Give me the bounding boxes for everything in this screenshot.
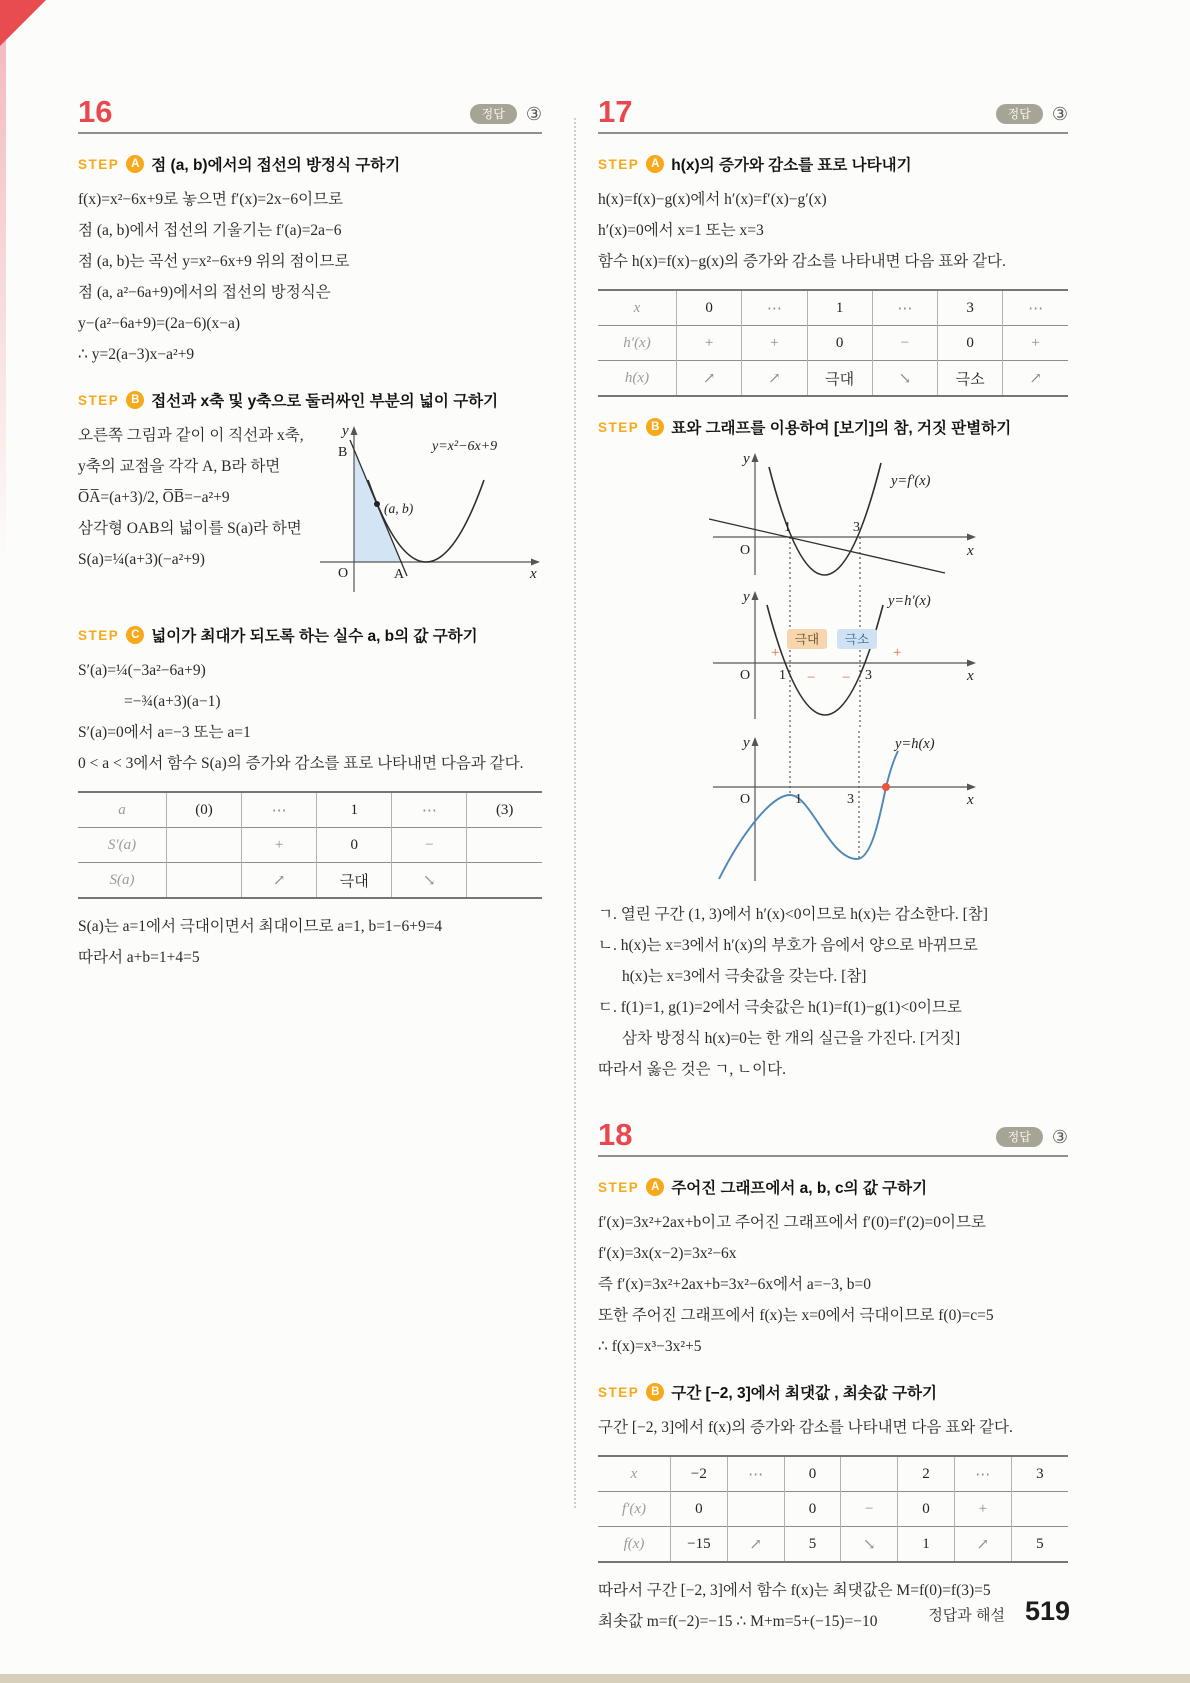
table-cell: ↘ bbox=[392, 863, 467, 899]
problem-18-header bbox=[598, 1119, 1068, 1157]
table-cell: ↘ bbox=[841, 1527, 898, 1563]
x-axis-label: x bbox=[530, 566, 537, 582]
increase-decrease-table-16 bbox=[78, 791, 542, 899]
step-c-heading bbox=[78, 624, 542, 646]
tangent-triangle-figure bbox=[314, 420, 542, 601]
table-cell: ⋯ bbox=[742, 290, 807, 326]
step-word: STEP bbox=[78, 627, 120, 643]
row-label-cell: f′(x) bbox=[598, 1492, 671, 1527]
problem-gap bbox=[598, 1085, 1068, 1119]
solution-line: f′(x)=3x(x−2)=3x²−6x bbox=[598, 1245, 737, 1262]
graphs-stack bbox=[598, 447, 1068, 891]
choice-item-d: ㄷ. f(1)=1, g(1)=2에서 극솟값은 h(1)=f(1)−g(1)<0이므로 bbox=[598, 999, 962, 1016]
table-cell: ⋯ bbox=[1028, 300, 1044, 317]
plus-sign-right: + bbox=[893, 645, 902, 661]
table-cell bbox=[167, 828, 242, 863]
table-cell: 0 bbox=[671, 1492, 728, 1527]
problem-16 bbox=[78, 96, 542, 1637]
page-corner-mark bbox=[0, 0, 46, 46]
f-prime-parabola bbox=[769, 463, 881, 575]
choice-item-d-cont: 삼차 방정식 h(x)=0는 한 개의 실근을 가진다. [거짓] bbox=[622, 1030, 961, 1047]
table-row bbox=[78, 863, 542, 899]
solution-line: 점 (a, b)에서 접선의 기울기는 f′(a)=2a−6 bbox=[78, 222, 342, 239]
tick-1: 1 bbox=[795, 792, 802, 807]
y-axis-label: y bbox=[743, 589, 750, 605]
step-b-heading bbox=[598, 1381, 1068, 1403]
table-cell bbox=[167, 863, 242, 899]
step-letter-icon: A bbox=[646, 1178, 664, 1196]
x-axis-arrow-icon bbox=[967, 660, 976, 667]
problem-number: 16 bbox=[78, 94, 113, 129]
solution-line: ∴ f(x)=x³−3x²+5 bbox=[598, 1338, 702, 1355]
origin-label: O bbox=[338, 566, 349, 581]
step-a-heading bbox=[598, 1176, 1068, 1198]
step-letter-icon: B bbox=[646, 418, 664, 436]
step-title: 점 (a, b)에서의 접선의 방정식 구하기 bbox=[151, 157, 401, 174]
row-label-cell: x bbox=[598, 1456, 671, 1492]
step-title: 넓이가 최대가 되도록 하는 실수 a, b의 값 구하기 bbox=[151, 628, 478, 645]
origin-label: O bbox=[740, 668, 751, 683]
table-cell: 2 bbox=[898, 1456, 955, 1492]
step-letter-icon: B bbox=[646, 1383, 664, 1401]
step-word: STEP bbox=[598, 419, 640, 435]
point-a-label: A bbox=[394, 567, 405, 582]
solution-line: 또한 주어진 그래프에서 f(x)는 x=0에서 극대이므로 f(0)=c=5 bbox=[598, 1307, 994, 1324]
table-row bbox=[78, 828, 542, 863]
table-cell: + bbox=[242, 828, 317, 863]
table-cell: ↗ bbox=[1003, 361, 1068, 397]
solution-line: f(x)=x²−6x+9로 놓으면 f′(x)=2x−6이므로 bbox=[78, 191, 344, 208]
solution-line: 삼각형 OAB의 넓이를 S(a)라 하면 bbox=[78, 520, 302, 537]
x-axis-label: x bbox=[967, 792, 974, 808]
table-cell: ⋯ bbox=[954, 1456, 1011, 1492]
table-cell bbox=[841, 1456, 898, 1492]
table-cell: 극대 bbox=[807, 361, 872, 397]
page-footer bbox=[928, 1596, 1070, 1627]
solution-line: 점 (a, b)는 곡선 y=x²−6x+9 위의 점이므로 bbox=[78, 253, 350, 270]
solution-line: 구간 [−2, 3]에서 f(x)의 증가와 감소를 나타내면 다음 표와 같다. bbox=[598, 1419, 1013, 1436]
table-cell bbox=[467, 863, 542, 899]
table-row bbox=[598, 326, 1068, 361]
tick-3: 3 bbox=[853, 520, 860, 535]
curve-equation-label: y=f′(x) bbox=[891, 473, 931, 489]
problem-number: 18 bbox=[598, 1117, 633, 1152]
x-axis-arrow-icon bbox=[967, 784, 976, 791]
x-axis-label: x bbox=[967, 543, 974, 559]
step-letter-icon: A bbox=[126, 155, 144, 173]
tangent-point-label: (a, b) bbox=[384, 501, 414, 516]
solution-line: ∴ y=2(a−3)x−a²+9 bbox=[78, 346, 195, 363]
row-label-cell: h′(x) bbox=[598, 326, 677, 361]
origin-label: O bbox=[740, 543, 751, 558]
table-cell: ↘ bbox=[872, 361, 937, 397]
table-cell: 1 bbox=[898, 1527, 955, 1563]
table-cell: 5 bbox=[784, 1527, 841, 1563]
table-cell: 0 bbox=[898, 1492, 955, 1527]
choice-item-g: ㄱ. 열린 구간 (1, 3)에서 h′(x)<0이므로 h(x)는 감소한다. [참] bbox=[598, 906, 988, 923]
row-label-cell: f(x) bbox=[598, 1527, 671, 1563]
graph-h-prime bbox=[683, 585, 983, 727]
y-axis-arrow-icon bbox=[752, 591, 759, 600]
step-title: 접선과 x축 및 y축으로 둘러싸인 부분의 넓이 구하기 bbox=[151, 393, 499, 410]
y-axis-label: y bbox=[342, 423, 349, 439]
step-title: 구간 [−2, 3]에서 최댓값 , 최솟값 구하기 bbox=[671, 1385, 937, 1402]
table-row bbox=[598, 290, 1068, 326]
row-label-cell: S(a) bbox=[78, 863, 167, 899]
table-cell: + bbox=[954, 1492, 1011, 1527]
table-cell: 3 bbox=[1036, 1465, 1044, 1482]
table-cell: 0 bbox=[677, 290, 742, 326]
tick-1: 1 bbox=[779, 668, 786, 683]
y-axis-label: y bbox=[743, 451, 750, 467]
problem-16-header bbox=[78, 96, 542, 134]
answer-choice: ③ bbox=[525, 104, 542, 124]
origin-label: O bbox=[740, 792, 751, 807]
step-title: 주어진 그래프에서 a, b, c의 값 구하기 bbox=[671, 1180, 928, 1197]
page-edge-tint bbox=[0, 0, 6, 560]
y-axis-arrow-icon bbox=[752, 453, 759, 462]
table-cell: ↗ bbox=[954, 1527, 1011, 1563]
solution-line: 따라서 a+b=1+4=5 bbox=[78, 949, 200, 966]
table-cell: − bbox=[841, 1492, 898, 1527]
table-cell: 0 bbox=[807, 326, 872, 361]
step-a-heading bbox=[78, 153, 542, 175]
tick-3: 3 bbox=[865, 668, 872, 683]
solution-line: 오른쪽 그림과 같이 이 직선과 x축, bbox=[78, 427, 304, 444]
tick-3: 3 bbox=[847, 792, 854, 807]
step-letter-icon: B bbox=[126, 391, 144, 409]
solution-line: f′(x)=3x²+2ax+b이고 주어진 그래프에서 f′(0)=f′(2)=0이므로 bbox=[598, 1214, 986, 1231]
page-bottom-edge bbox=[0, 1674, 1190, 1683]
content-columns bbox=[78, 96, 1068, 1637]
table-cell: 0 bbox=[938, 326, 1003, 361]
row-label-cell: S′(a) bbox=[78, 828, 167, 863]
table-row bbox=[598, 1492, 1068, 1527]
table-row bbox=[78, 792, 542, 828]
table-cell: (0) bbox=[167, 792, 242, 828]
table-cell: 3 bbox=[938, 290, 1003, 326]
increase-decrease-table-17 bbox=[598, 289, 1068, 397]
right-column bbox=[598, 96, 1068, 1637]
answer-badge: 정답 bbox=[996, 1127, 1043, 1147]
choice-item-n: ㄴ. h(x)는 x=3에서 h′(x)의 부호가 음에서 양으로 바뀌므로 bbox=[598, 937, 978, 954]
answer-choice: ③ bbox=[1051, 1127, 1068, 1147]
step-b-heading bbox=[78, 389, 542, 411]
table-cell: + bbox=[677, 326, 742, 361]
graph-f-prime bbox=[683, 449, 983, 581]
footer-label: 정답과 해설 bbox=[928, 1607, 1005, 1624]
minus-sign-2: − bbox=[842, 670, 851, 686]
step-word: STEP bbox=[598, 156, 640, 172]
y-axis-arrow-icon bbox=[752, 737, 759, 746]
solution-line: 즉 f′(x)=3x²+2ax+b=3x²−6x에서 a=−3, b=0 bbox=[598, 1276, 872, 1293]
tick-1: 1 bbox=[784, 520, 791, 535]
page-number: 519 bbox=[1024, 1596, 1070, 1626]
row-label-cell: x bbox=[598, 290, 677, 326]
table-cell: ↗ bbox=[677, 361, 742, 397]
table-cell: 극소 bbox=[938, 361, 1003, 397]
table-row bbox=[598, 1456, 1068, 1492]
table-row bbox=[598, 1527, 1068, 1563]
table-cell: ⋯ bbox=[242, 792, 317, 828]
parabola-tangent-graph bbox=[314, 420, 542, 596]
step-word: STEP bbox=[78, 392, 120, 408]
step-word: STEP bbox=[598, 1179, 640, 1195]
h-cubic-curve bbox=[719, 751, 898, 879]
table-cell: + bbox=[742, 326, 807, 361]
table-cell: ↗ bbox=[727, 1527, 784, 1563]
choice-item-n-cont: h(x)는 x=3에서 극솟값을 갖는다. [참] bbox=[622, 968, 867, 985]
solution-line: =−¾(a+3)(a−1) bbox=[124, 693, 221, 710]
problem-number: 17 bbox=[598, 94, 633, 129]
solution-line: 함수 h(x)=f(x)−g(x)의 증가와 감소를 나타내면 다음 표와 같다. bbox=[598, 253, 1006, 270]
table-cell: 5 bbox=[1011, 1527, 1068, 1563]
table-row bbox=[598, 361, 1068, 397]
table-cell: ↗ bbox=[242, 863, 317, 899]
solution-line: O̅A̅=(a+3)/2, O̅B̅=−a²+9 bbox=[78, 489, 230, 506]
table-cell: 0 bbox=[317, 828, 392, 863]
row-label-cell: a bbox=[78, 792, 167, 828]
table-cell: ⋯ bbox=[727, 1456, 784, 1492]
solution-line: S(a)=¼(a+3)(−a²+9) bbox=[78, 551, 205, 568]
step-letter-icon: A bbox=[646, 155, 664, 173]
y-axis-label: y bbox=[743, 735, 750, 751]
row-label-cell: h(x) bbox=[598, 361, 677, 397]
table-cell: 극대 bbox=[317, 863, 392, 899]
root-dot bbox=[882, 783, 890, 791]
table-cell: 0 bbox=[784, 1492, 841, 1527]
solution-line: h(x)=f(x)−g(x)에서 h′(x)=f′(x)−g′(x) bbox=[598, 191, 827, 208]
answer-area bbox=[996, 1127, 1068, 1150]
step-title: h(x)의 증가와 감소를 표로 나타내기 bbox=[671, 157, 912, 174]
table-cell: 1 bbox=[317, 792, 392, 828]
table-cell bbox=[467, 828, 542, 863]
solution-line: 0 < a < 3에서 함수 S(a)의 증가와 감소를 표로 나타내면 다음과 같다. bbox=[78, 755, 524, 772]
answer-badge: 정답 bbox=[470, 104, 517, 124]
table-cell bbox=[1011, 1492, 1068, 1527]
y-axis-arrow-icon bbox=[351, 426, 358, 435]
answer-badge: 정답 bbox=[996, 104, 1043, 124]
solution-line: 최솟값 m=f(−2)=−15 ∴ M+m=5+(−15)=−10 bbox=[598, 1613, 878, 1630]
solution-line: y−(a²−6a+9)=(2a−6)(x−a) bbox=[78, 315, 241, 332]
answer-choice: ③ bbox=[1051, 104, 1068, 124]
x-axis-label: x bbox=[967, 668, 974, 684]
table-cell: + bbox=[1003, 326, 1068, 361]
solution-line: S′(a)=0에서 a=−3 또는 a=1 bbox=[78, 724, 251, 741]
table-cell: −2 bbox=[671, 1456, 728, 1492]
problem-18 bbox=[598, 1119, 1068, 1637]
table-cell: ⋯ bbox=[872, 290, 937, 326]
local-max-label: 극대 bbox=[794, 632, 820, 647]
increase-decrease-table-18 bbox=[598, 1455, 1068, 1563]
problem-17-header bbox=[598, 96, 1068, 134]
solution-line: 따라서 구간 [−2, 3]에서 함수 f(x)는 최댓값은 M=f(0)=f(3)=5 bbox=[598, 1582, 991, 1599]
solution-line: S′(a)=¼(−3a²−6a+9) bbox=[78, 662, 206, 679]
table-cell: (3) bbox=[495, 801, 514, 818]
step-a-heading bbox=[598, 153, 1068, 175]
curve-equation-label: y=h′(x) bbox=[888, 593, 931, 609]
x-axis-arrow-icon bbox=[967, 534, 976, 541]
table-cell: 0 bbox=[784, 1456, 841, 1492]
table-cell: ↗ bbox=[742, 361, 807, 397]
table-cell: ⋯ bbox=[392, 792, 467, 828]
answer-area bbox=[996, 104, 1068, 127]
table-cell: − bbox=[392, 828, 467, 863]
solution-line: 점 (a, a²−6a+9)에서의 접선의 방정식은 bbox=[78, 284, 331, 301]
step-title: 표와 그래프를 이용하여 [보기]의 참, 거짓 판별하기 bbox=[671, 420, 1012, 437]
table-cell: 1 bbox=[807, 290, 872, 326]
solution-line: y축의 교점을 각각 A, B라 하면 bbox=[78, 458, 281, 475]
table-cell bbox=[727, 1492, 784, 1527]
table-cell: − bbox=[872, 326, 937, 361]
point-b-label: B bbox=[338, 445, 348, 460]
answer-area bbox=[470, 104, 542, 127]
curve-equation-label: y=x²−6x+9 bbox=[432, 439, 498, 454]
step-b-heading bbox=[598, 416, 1068, 438]
h-prime-parabola bbox=[767, 605, 883, 715]
curve-equation-label: y=h(x) bbox=[895, 736, 935, 752]
tangent-point-dot bbox=[374, 501, 380, 507]
step-letter-icon: C bbox=[126, 626, 144, 644]
conclusion-line: 따라서 옳은 것은 ㄱ, ㄴ이다. bbox=[598, 1061, 786, 1078]
x-axis-arrow-icon bbox=[531, 559, 540, 566]
solution-line: h′(x)=0에서 x=1 또는 x=3 bbox=[598, 222, 764, 239]
step-word: STEP bbox=[78, 156, 120, 172]
problem-17 bbox=[598, 96, 1068, 1085]
minus-sign-1: − bbox=[807, 670, 816, 686]
local-min-label: 극소 bbox=[844, 632, 870, 647]
solution-line: S(a)는 a=1에서 극대이면서 최대이므로 a=1, b=1−6+9=4 bbox=[78, 918, 443, 935]
table-cell: −15 bbox=[671, 1527, 728, 1563]
step-word: STEP bbox=[598, 1384, 640, 1400]
graph-h bbox=[683, 731, 983, 889]
plus-sign-left: + bbox=[771, 645, 780, 661]
